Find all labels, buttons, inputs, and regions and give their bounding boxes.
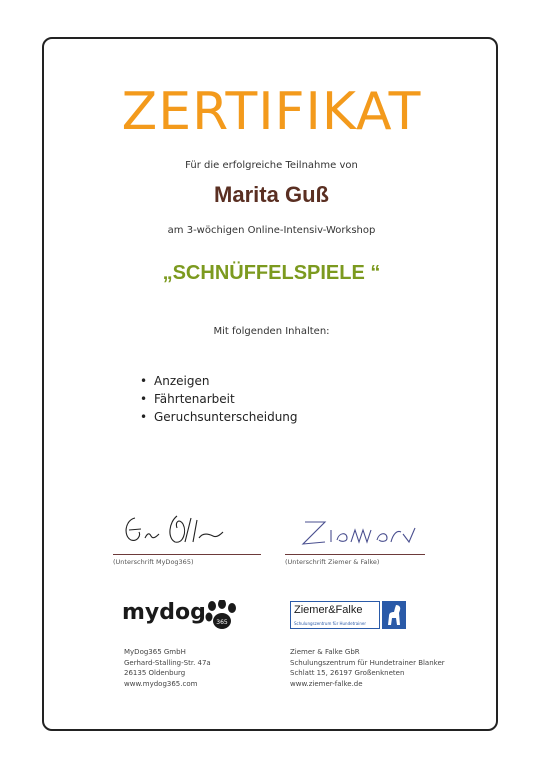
- ziemer-falke-logo: [290, 601, 412, 631]
- address-line: www.ziemer-falke.de: [290, 679, 363, 688]
- contents-label: Mit folgenden Inhalten:: [213, 326, 330, 337]
- address-ziemer-falke: [290, 647, 445, 689]
- paw-icon: [204, 600, 238, 630]
- svg-text:365: 365: [216, 619, 228, 626]
- zf-logo-box: [290, 601, 380, 629]
- handwritten-signature: [113, 512, 261, 550]
- participant-name: Marita Guß: [214, 182, 329, 207]
- zf-subtitle: Schulungszentrum für Hundetrainer: [294, 621, 366, 626]
- mydog-wordmark: mydog: [122, 600, 206, 625]
- signature-line: [285, 554, 425, 555]
- signature-ziemer-falke: [285, 512, 425, 566]
- topics-list: [140, 372, 298, 426]
- handwritten-signature: [285, 512, 425, 550]
- signature-caption: (Unterschrift MyDog365): [113, 558, 194, 566]
- zf-wordmark: Ziemer&Falke: [294, 604, 363, 616]
- address-line: Gerhard-Stalling-Str. 47a: [124, 658, 211, 667]
- address-line: Schlatt 15, 26197 Großenkneten: [290, 669, 405, 677]
- signature-line: [113, 554, 261, 555]
- address-line: Ziemer & Falke GbR: [290, 648, 360, 656]
- list-item: • Anzeigen: [140, 372, 298, 390]
- dog-icon: [382, 601, 406, 629]
- address-line: MyDog365 GmbH: [124, 648, 186, 656]
- mydog365-logo: [122, 600, 242, 634]
- address-line: www.mydog365.com: [124, 679, 198, 688]
- list-item: • Geruchsunterscheidung: [140, 408, 298, 426]
- intro-text: Für die erfolgreiche Teilnahme von: [185, 160, 358, 171]
- list-item: • Fährtenarbeit: [140, 390, 298, 408]
- address-mydog: [124, 647, 211, 689]
- signature-mydog: [113, 512, 261, 566]
- workshop-description: am 3-wöchigen Online-Intensiv-Workshop: [167, 225, 376, 236]
- address-line: Schulungszentrum für Hundetrainer Blanker: [290, 658, 445, 667]
- certificate-title: ZERTIFIKAT: [121, 82, 422, 142]
- address-line: 26135 Oldenburg: [124, 669, 186, 677]
- workshop-title: „SCHNÜFFELSPIELE “: [162, 262, 381, 284]
- signature-caption: (Unterschrift Ziemer & Falke): [285, 558, 380, 566]
